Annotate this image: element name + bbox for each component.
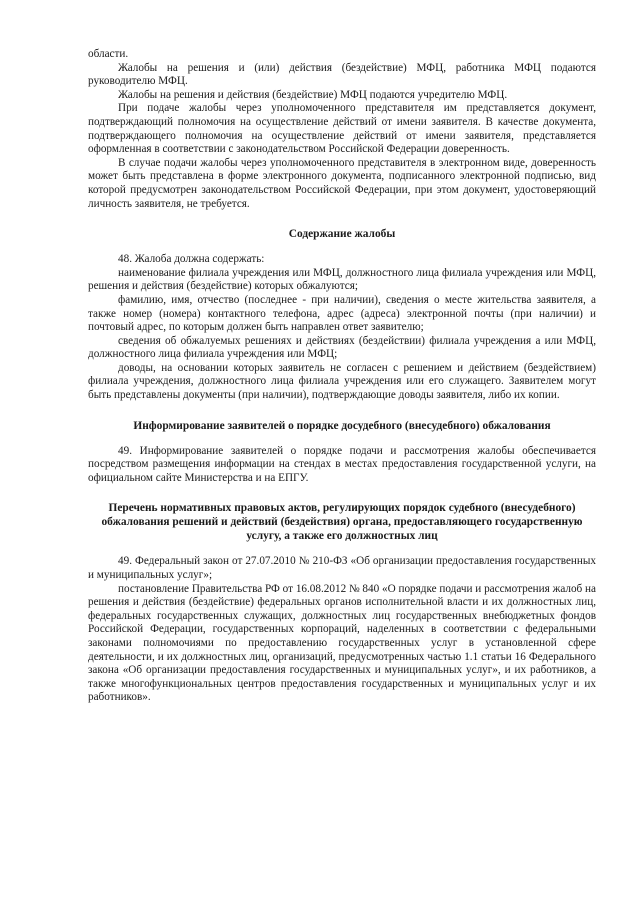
paragraph-complaint-mfc-head: Жалобы на решения и (или) действия (бездействие) МФЦ, работника МФЦ подаются руководителю МФЦ.	[88, 61, 596, 88]
heading-normative-acts: Перечень нормативных правовых актов, регулирующих порядок судебного (внесудебного) обжалования решений и действий (бездействия) органа, предоставляющего государственную услугу, а также его должностных лиц	[101, 502, 583, 543]
paragraph-electronic-representative: В случае подачи жалобы через уполномоченного представителя в электронном виде, доверенность может быть представлена в форме электронного документа, подписанного электронной подписью, вид которой предусмотрен законодательством Российской Федерации, при этом документ, удостоверяющий личность заявителя, не требуется.	[88, 156, 596, 210]
paragraph-representative: При подаче жалобы через уполномоченного представителя им представляется документ, подтверждающий полномочия на осуществление действий от имени заявителя. В качестве документа, подтверждающего полномочия на осуществление действий от имени заявителя, представляется оформленная в соответствии с законодательством Российской Федерации доверенность.	[88, 102, 596, 156]
list-item: 48. Жалоба должна содержать:	[118, 253, 265, 266]
list-item: фамилию, имя, отчество (последнее - при наличии), сведения о месте жительства заявителя, а также номер (номера) контактного телефона, адрес (адреса) электронной почты (при наличии) и почтовый адрес, по которым должен быть направлен ответ заявителю;	[88, 293, 596, 334]
heading-informing-applicants: Информирование заявителей о порядке досудебного (внесудебного) обжалования	[133, 419, 551, 432]
heading-complaint-content: Содержание жалобы	[288, 228, 396, 241]
list-item: наименование филиала учреждения или МФЦ, должностного лица филиала учреждения или МФЦ, решения и действия (бездействие) которых обжалуются;	[88, 266, 596, 293]
paragraph-complaint-mfc-founder: Жалобы на решения и действия (бездействие) МФЦ подаются учредителю МФЦ.	[118, 88, 508, 101]
list-item: 49. Федеральный закон от 27.07.2010 № 210-ФЗ «Об организации предоставления государственных и муниципальных услуг»;	[88, 555, 596, 582]
list-item: доводы, на основании которых заявитель не согласен с решением и действием (бездействием) филиала учреждения, должностного лица филиала учреждения или его служащего. Заявителем могут быть представлены документы (при наличии), подтверждающие доводы заявителя, либо их копии.	[88, 361, 596, 402]
paragraph-region-end: области.	[88, 48, 129, 60]
document-body	[88, 48, 596, 705]
list-item: сведения об обжалуемых решениях и действиях (бездействии) филиала учреждения а или МФЦ, должностного лица филиала учреждения или МФЦ;	[88, 334, 596, 361]
paragraph-informing: 49. Информирование заявителей о порядке подачи и рассмотрения жалобы обеспечивается посредством размещения информации на стендах в местах предоставления государственной услуги, на официальном сайте Министерства и на ЕПГУ.	[88, 444, 596, 484]
list-item: постановление Правительства РФ от 16.08.2012 № 840 «О порядке подачи и рассмотрения жалоб на решения и действия (бездействие) федеральных органов исполнительной власти и их должностных лиц, федеральных государственных служащих, должностных лиц государственных внебюджетных фондов Российской Федерации, государственных корпораций, наделенных в соответствии с федеральными законами полномочиями по предоставлению государственных услуг в установленной сфере деятельности, и их должностных лиц, организаций, предусмотренных частью 1.1 статьи 16 Федерального закона «Об организации предоставления государственных и муниципальных услуг», и их работников, а также многофункциональных центров предоставления государственных и муниципальных услуг и их работников».	[88, 582, 596, 704]
